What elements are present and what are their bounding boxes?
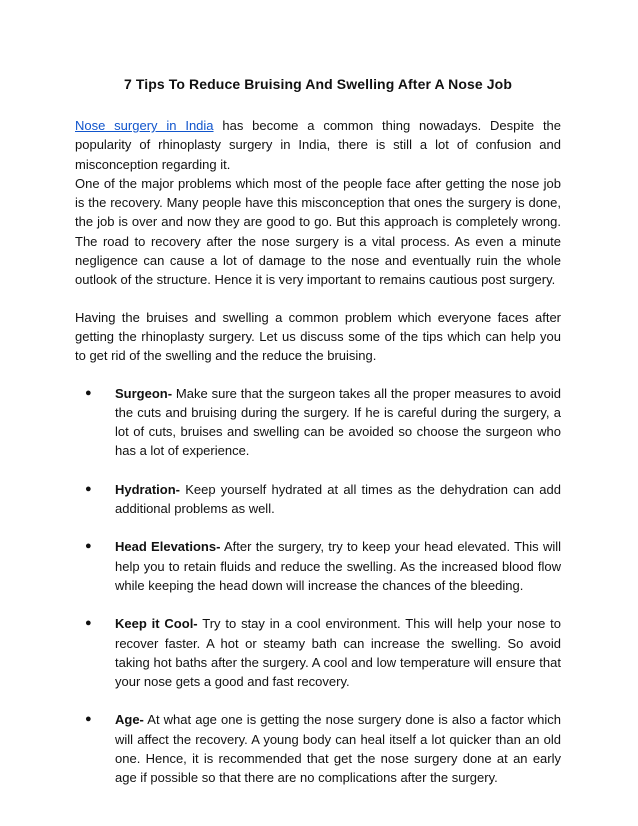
tip-name: Surgeon- <box>115 385 173 401</box>
bullet-icon: ● <box>85 482 92 495</box>
bullet-icon: ● <box>85 617 92 630</box>
bullet-icon: ● <box>85 540 92 553</box>
list-item <box>75 384 561 461</box>
paragraph-bruises: Having the bruises and swelling a common problem which everyone faces after getting the rhinoplasty surgery. Let us discuss some of the tips which can help you to get rid of the swelling and the reduce the bruising. <box>75 309 561 364</box>
list-item <box>75 537 561 595</box>
tip-text: Make sure that the surgeon takes all the proper measures to avoid the cuts and bruising during the surgery. If he is careful during the surgery, a lot of cuts, bruises and swelling can be avoided so choose the surgeon who has a lot of experience. <box>115 385 561 459</box>
bullet-icon: ● <box>85 713 92 726</box>
tip-text: Try to stay in a cool environment. This will help your nose to recover faster. A hot or steamy bath can increase the swelling. So avoid taking hot baths after the surgery. A cool and low temperature will ensure that your nose gets a good and fast recovery. <box>115 616 561 690</box>
list-item <box>75 710 561 787</box>
tip-name: Hydration- <box>115 481 180 497</box>
tip-text: After the surgery, try to keep your head elevated. This will help you to retain fluids and reduce the swelling. As the increased blood flow while keeping the head down will increase the chances of the bleeding. <box>115 539 561 593</box>
tip-name: Keep it Cool- <box>115 616 198 632</box>
intro-paragraph <box>75 116 561 174</box>
tip-name: Head Elevations- <box>115 539 221 555</box>
list-item <box>75 614 561 691</box>
paragraph-recovery: One of the major problems which most of the people face after getting the nose job is the recovery. Many people have this misconception that ones the surgery is done, the job is over and now they are good to go. But this approach is completely wrong. The road to recovery after the nose surgery is a vital process. As even a minute negligence can cause a lot of damage to the nose and eventually ruin the whole outlook of the structure. Hence it is very important to remains cautious post surgery. <box>75 175 561 288</box>
tips-list <box>75 384 561 788</box>
paragraph-gap <box>75 290 561 308</box>
bullet-icon: ● <box>85 386 92 399</box>
nose-surgery-link[interactable]: Nose surgery in India <box>75 118 214 133</box>
tip-text: Keep yourself hydrated at all times as the dehydration can add additional problems as well. <box>115 481 561 517</box>
list-item <box>75 480 561 519</box>
intro-text: has become a common thing nowadays. Despite the popularity of rhinoplasty surgery in India, there is still a lot of confusion and misconception regarding it. <box>75 118 562 172</box>
tip-text: At what age one is getting the nose surgery done is also a factor which will affect the recovery. A young body can heal itself a lot quicker than an old one. Hence, it is recommended that get the nose surgery done at an early age if possible so that there are no complications after the surgery. <box>115 712 561 786</box>
document-title: 7 Tips To Reduce Bruising And Swelling After A Nose Job <box>124 76 512 92</box>
tip-name: Age- <box>115 712 144 728</box>
